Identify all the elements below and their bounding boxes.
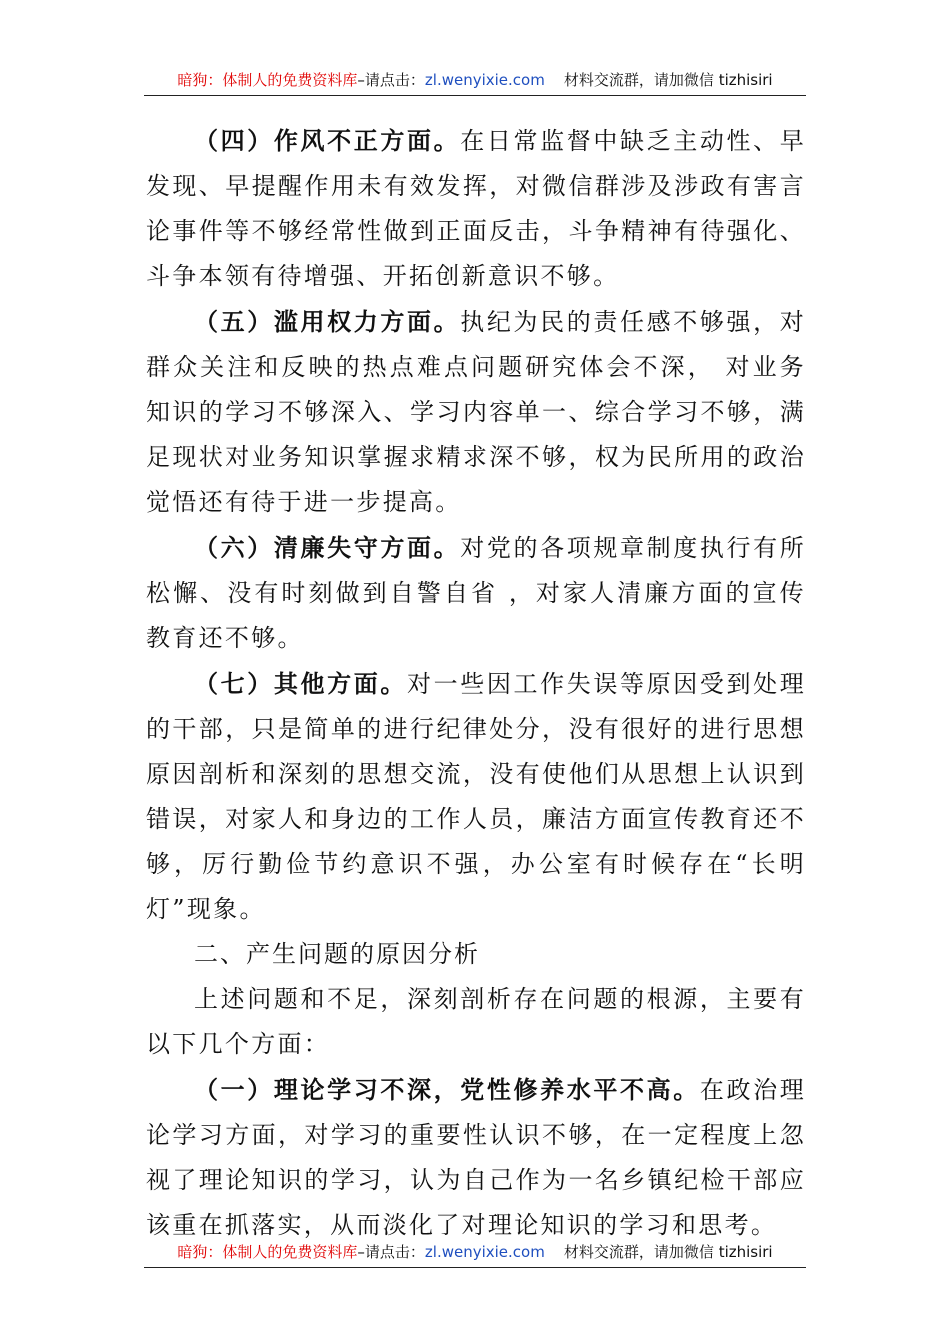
header-click-label: –请点击： (357, 71, 425, 89)
paragraph-text: 在日常监督中缺乏主动性、早发现、早提醒作用未有效发挥，对微信群涉及涉政有害言论事件等不够经常性做到正面反击，斗争精神有待强化、斗争本领有待增强、开拓创新意识不够。 (146, 127, 807, 290)
paragraph-lead: （四）作风不正方面。 (194, 126, 461, 155)
paragraph-text: 对党的各项规章制度执行有所松懈、没有时刻做到自警自省 ，对家人清廉方面的宣传教育还不够。 (146, 534, 807, 652)
header-promo: 暗狗：体制人的免费资料库 (177, 71, 358, 89)
page-footer (144, 1242, 806, 1262)
header-group-note: 材料交流群，请加微信 tizhisiri (563, 71, 773, 89)
header-url-link[interactable]: zl.wenyixie.com (424, 71, 545, 89)
footer-divider (144, 1267, 806, 1268)
footer-click-label: –请点击： (357, 1243, 425, 1261)
paragraph-lead: （一）理论学习不深，党性修养水平不高。 (194, 1075, 700, 1104)
paragraph-lead: （五）滥用权力方面。 (194, 307, 461, 336)
header-divider (144, 95, 806, 96)
footer-group-note: 材料交流群，请加微信 tizhisiri (563, 1243, 773, 1261)
paragraph-work-style (146, 118, 806, 299)
paragraph-lead: （六）清廉失守方面。 (194, 533, 461, 562)
paragraph-intro (146, 977, 806, 1067)
paragraph-integrity (146, 525, 806, 661)
paragraph-power-abuse (146, 299, 806, 525)
paragraph-text: 对一些因工作失误等原因受到处理的干部，只是简单的进行纪律处分，没有很好的进行思想原因剖析和深刻的思想交流，没有使他们从思想上认识到错误，对家人和身边的工作人员，廉洁方面宣传教育还不够，厉行勤俭节约意识不强，办公室有时候存在“长明灯”现象。 (146, 670, 806, 923)
paragraph-text: 上述问题和不足，深刻剖析存在问题的根源，主要有以下几个方面： (146, 985, 806, 1058)
section-heading: 二、产生问题的原因分析 (194, 940, 480, 968)
document-body (146, 118, 806, 1248)
paragraph-theory-study (146, 1067, 806, 1248)
footer-promo: 暗狗：体制人的免费资料库 (177, 1243, 358, 1261)
paragraph-lead: （七）其他方面。 (194, 669, 407, 698)
paragraph-text: 在政治理论学习方面，对学习的重要性认识不够，在一定程度上忽视了理论知识的学习，认为自己作为一名乡镇纪检干部应该重在抓落实，从而淡化了对理论知识的学习和思考。 (146, 1076, 806, 1239)
paragraph-other (146, 661, 806, 932)
page-header (144, 70, 806, 90)
footer-url-link[interactable]: zl.wenyixie.com (424, 1243, 545, 1261)
paragraph-text: 执纪为民的责任感不够强，对群众关注和反映的热点难点问题研究体会不深， 对业务知识的学习不够深入、学习内容单一、综合学习不够，满足现状对业务知识掌握求精求深不够，权为民所用的政治觉悟还有待于进一步提高。 (146, 308, 807, 516)
